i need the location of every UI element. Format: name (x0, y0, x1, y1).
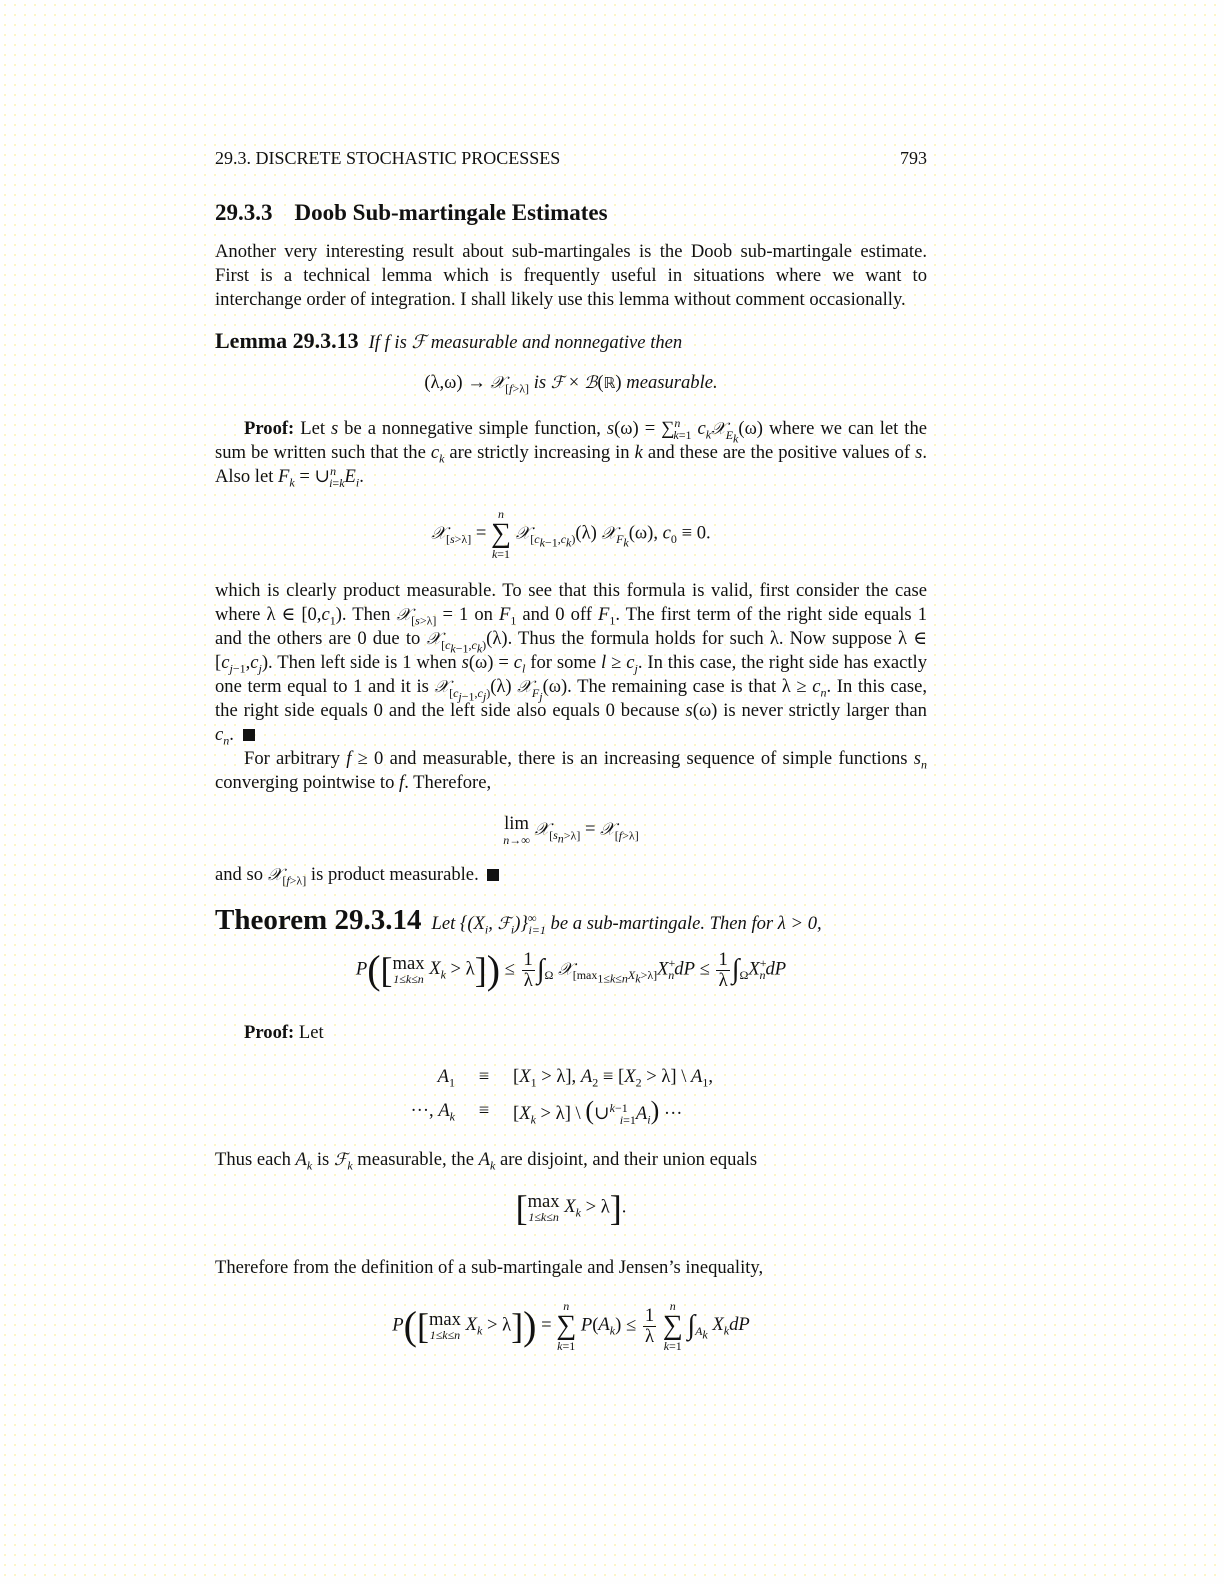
lemma-block (215, 328, 927, 354)
proof2-paragraph1: Thus each $A_k$ is ℱ$_k$ measurable, the $A_k$ are disjoint, and their union equals (215, 1149, 758, 1173)
intro-paragraph: Another very interesting result about sub-martingales is the Doob sub-martingale estimate. First is a technical lemma which is frequently useful in situations where we want to interchange order of integration. I shall likely use this lemma without comment occasionally. (215, 241, 927, 310)
proof-label: Proof: (244, 1022, 295, 1043)
qed-symbol (487, 869, 499, 881)
proof1-paragraph1: Proof: Let s be a nonnegative simple function, s(ω) = ∑$^n_{k=1}$ $c_k𝒳_{E_k}(\omega)$ where we can let the sum be written such that the $c_k$ are strictly increasing in k and these are the positive values of s. Also let $F_k$ = $\cup^n_{i=k}E_i$. (215, 415, 928, 490)
proof1-paragraph2: which is clearly product measurable. To see that this formula is valid, first consider the case where λ ∈ $[0,c_1)$. Then 𝒳$_{[s>\lambda]}$ = 1 on $F_1$ and 0 off $F_1$. The first term of the right side equals 1 and the others are 0 due to 𝒳$_{[c_{k-1},c_k)}$(λ). Thus the formula holds for such λ. Now suppose λ ∈ $[c_{j-1},c_j)$. Then left side is 1 when $s(\omega) = c_l$ for some $l \ge c_j$. In this case, the right side has exactly one term equal to 1 and it is 𝒳$_{[c_{j-1},c_j)}$(λ) 𝒳$_{F_j}$(ω). The remaining case is that $\lambda \ge c_n$. In this case, the right side equals 0 and the left side also equals 0 because s(ω) is never strictly larger than $c_n$. (215, 580, 928, 748)
proof1-paragraph3: For arbitrary f ≥ 0 and measurable, there is an increasing sequence of simple functions $s_n$ converging pointwise to f. Therefore, (215, 748, 928, 793)
limit-display-equation: lim n→∞ 𝒳$_{[s_n>\lambda]}$ = 𝒳$_{[f>\lambda]}$ (503, 813, 639, 847)
lemma-display-equation: (λ,ω) → 𝒳$_{[f>\lambda]}$ is ℱ × ℬ(ℝ) measurable. (424, 372, 718, 396)
lemma-label: Lemma 29.3.13 (215, 328, 359, 353)
proof-label: Proof: (244, 418, 295, 439)
running-header (215, 148, 927, 169)
eqnarray-row: $A_1$ ≡ $[X_1 > \lambda]$, $A_2 \equiv [X_2 > \lambda]$ \ $A_1$, (437, 1066, 714, 1090)
proof2-paragraph2: Therefore from the definition of a sub-martingale and Jensen’s inequality, (215, 1257, 764, 1278)
section-number: 29.3.3 (215, 200, 273, 225)
section-heading (215, 200, 927, 226)
running-title: 29.3. DISCRETE STOCHASTIC PROCESSES (215, 148, 561, 168)
set-definitions-eqnarray (395, 1060, 845, 1128)
theorem-label: Theorem 29.3.14 (215, 904, 422, 936)
simple-function-display-equation: 𝒳$_{[s>\lambda]}$ = n ∑ k=1 𝒳$_{[c_{k-1},c_k)}$(λ) 𝒳$_{F_k}$(ω), $c_0 \equiv 0$. (431, 507, 711, 561)
final-display-equation: P([ max 1≤k≤n $X_k > \lambda$]) = n ∑ k=1 $P(A_k)$ ≤ $\frac{1}{\lambda}$ n ∑ k=1 $\int_{A_k}$ $X_kdP$ (392, 1299, 750, 1353)
lemma-statement: If f is ℱ measurable and nonnegative then (368, 332, 683, 353)
qed-symbol (243, 729, 255, 741)
theorem-statement: Let {($X_i$, $ℱ_i)\}^\infty_{i=1}$ be a sub-martingale. Then for λ > 0, (431, 910, 822, 937)
doob-inequality-display: P([ max 1≤k≤n $X_k > \lambda$]) ≤ $\frac{1}{\lambda}$ $\int_\Omega$ $𝒳_{[max_{1\le k\le n}X_k>\lambda]}X^+_ndP$ ≤ $\frac{1}{\lambda}$ $\int_\Omega X^+_ndP$ (355, 947, 787, 993)
eqnarray-row: ···, $A_k$ ≡ $[X_k > \lambda]$ \ $(\cup^{k-1}_{i=1}A_i)$ ··· (410, 1096, 683, 1127)
section-title: Doob Sub-martingale Estimates (294, 200, 608, 225)
proof2-lead: Proof: Let (244, 1022, 324, 1043)
proof1-conclusion: and so 𝒳$_{[f>\lambda]}$ is product measurable. (215, 863, 927, 887)
page-number: 793 (900, 148, 927, 168)
theorem-block (215, 904, 927, 937)
union-display-equation: [ max 1≤k≤n $X_k > \lambda$]. (515, 1188, 627, 1228)
